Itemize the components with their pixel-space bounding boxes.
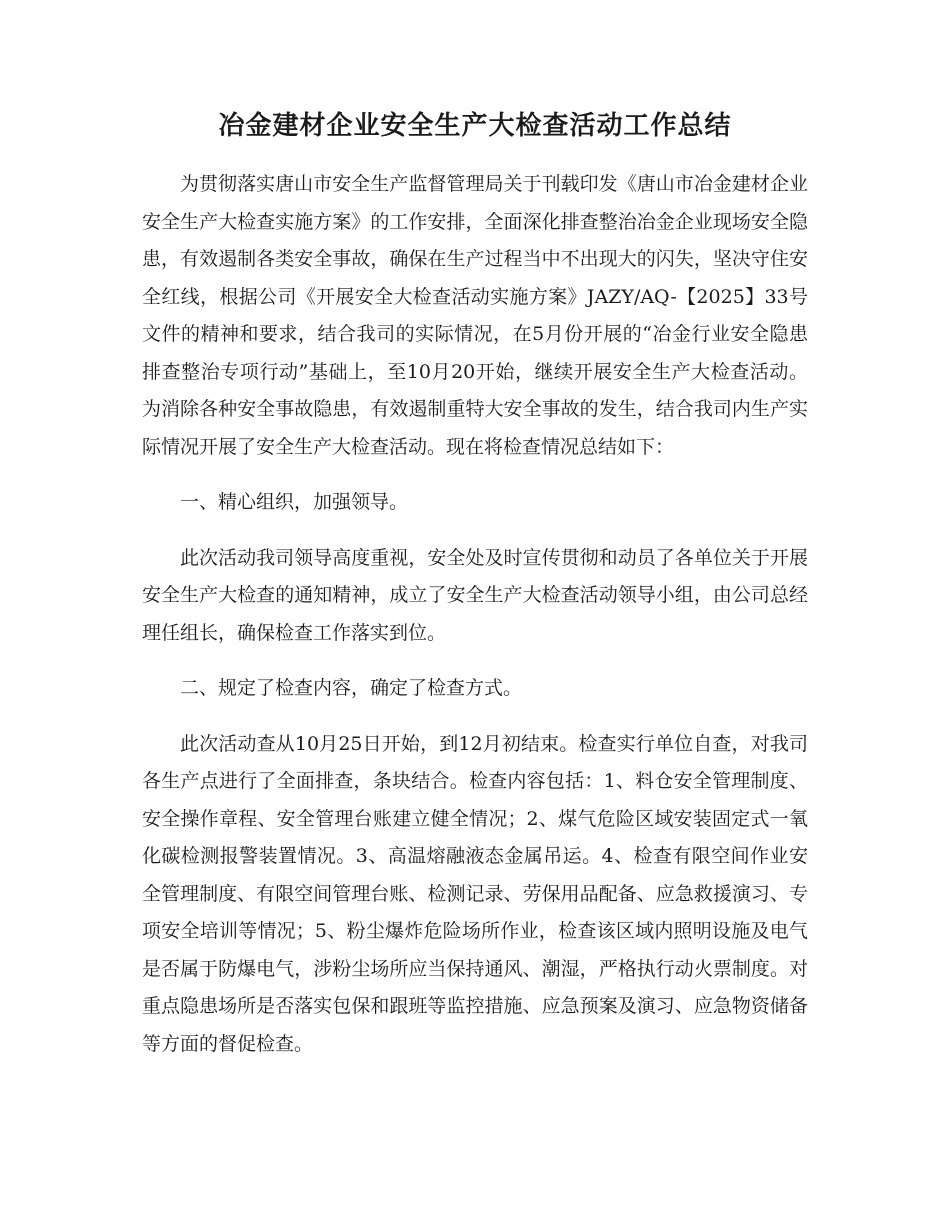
section-1-paragraph: 此次活动我司领导高度重视，安全处及时宣传贯彻和动员了各单位关于开展安全生产大检查的通知精神，成立了安全生产大检查活动领导小组，由公司总经理任组长，确保检查工作落实到位。 xyxy=(142,546,808,644)
section-heading-2: 二、规定了检查内容，确定了检查方式。 xyxy=(180,677,523,699)
section-2-paragraph: 此次活动查从10月25日开始，到12月初结束。检查实行单位自查，对我司各生产点进行了全面排查，条块结合。检查内容包括：1、料仓安全管理制度、安全操作章程、安全管理台账建立健全情况；2、煤气危险区域安装固定式一氧化碳检测报警装置情况。3、高温熔融液态金属吊运。4、检查有限空间作业安全管理制度、有限空间管理台账、检测记录、劳保用品配备、应急救援演习、专项安全培训等情况；5、粉尘爆炸危险场所作业，检查该区域内照明设施及电气是否属于防爆电气，涉粉尘场所应当保持通风、潮湿，严格执行动火票制度。对重点隐患场所是否落实包保和跟班等监控措施、应急预案及演习、应急物资储备等方面的督促检查。 xyxy=(142,732,808,1055)
document-title: 冶金建材企业安全生产大检查活动工作总结 xyxy=(218,111,732,141)
section-heading-1: 一、精心组织，加强领导。 xyxy=(180,491,409,513)
intro-paragraph: 为贯彻落实唐山市安全生产监督管理局关于刊载印发《唐山市冶金建材企业安全生产大检查实施方案》的工作安排，全面深化排查整治冶金企业现场安全隐患，有效遏制各类安全事故，确保在生产过程当中不出现大的闪失，坚决守住安全红线，根据公司《开展安全大检查活动实施方案》JAZY/AQ-【2025】33号文件的精神和要求，结合我司的实际情况，在5月份开展的“冶金行业安全隐患排查整治专项行动”基础上，至10月20开始，继续开展安全生产大检查活动。为消除各种安全事故隐患，有效遏制重特大安全事故的发生，结合我司内生产实际情况开展了安全生产大检查活动。现在将检查情况总结如下： xyxy=(142,173,808,458)
